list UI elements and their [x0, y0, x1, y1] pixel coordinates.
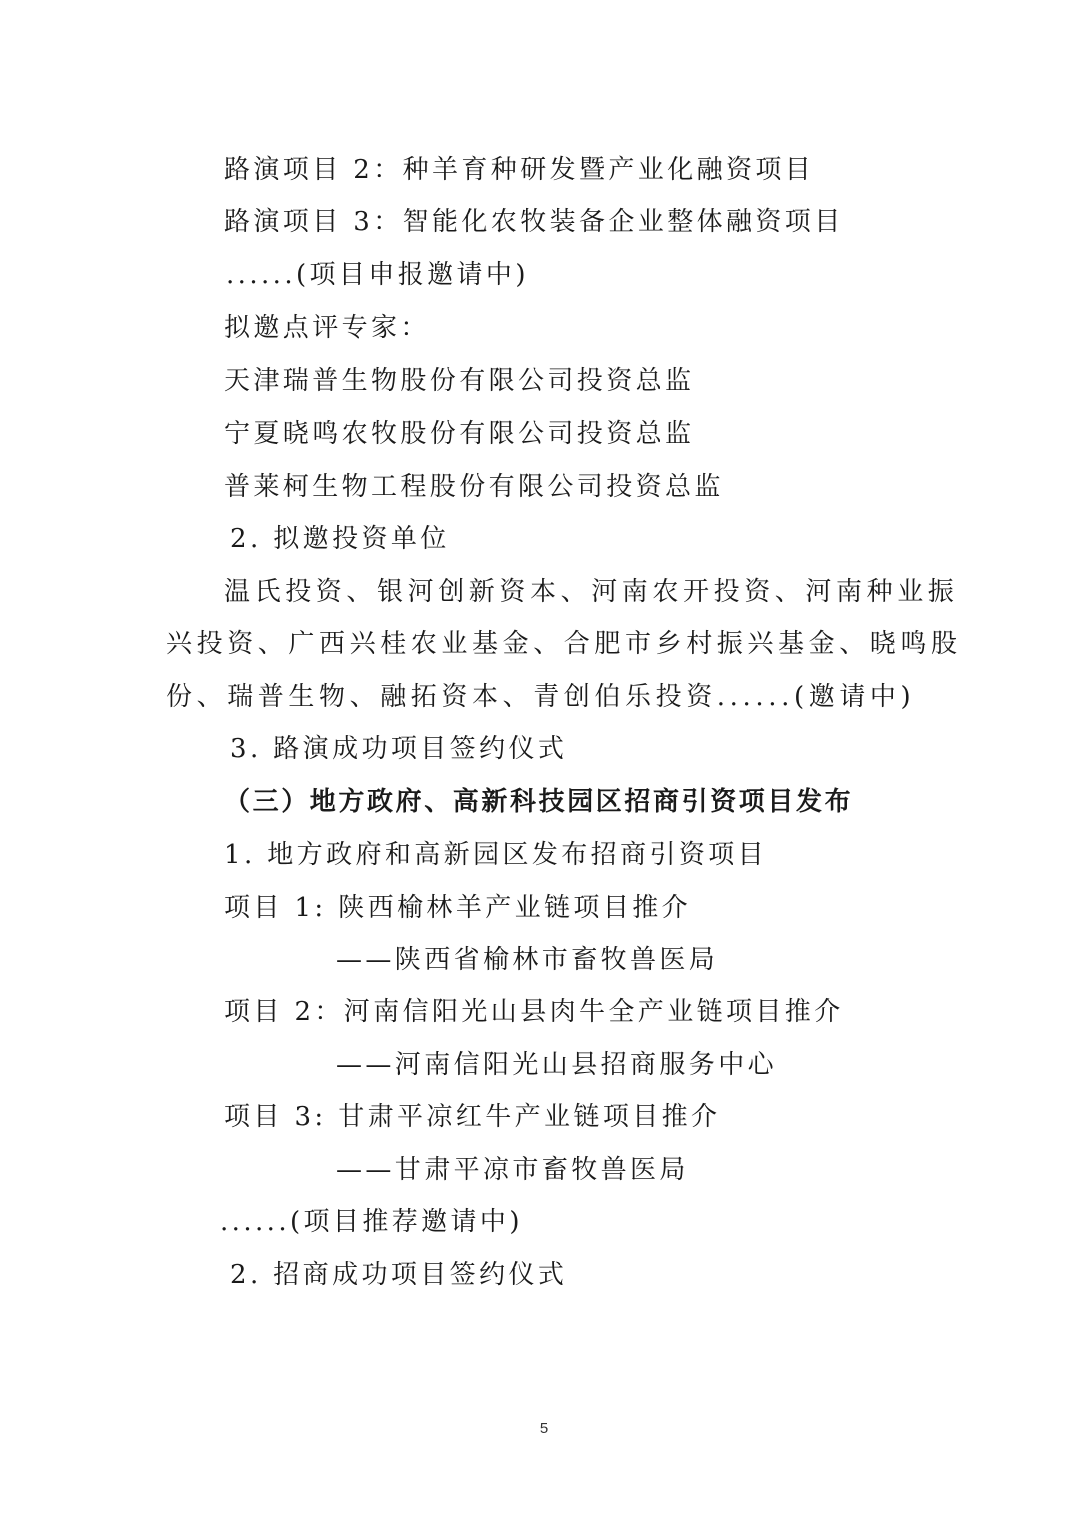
roadshow-signing: 3. 路演成功项目签约仪式: [230, 734, 568, 764]
expert-item: 天津瑞普生物股份有限公司投资总监: [224, 366, 695, 396]
investment-more: ......(项目推荐邀请中): [220, 1207, 523, 1237]
investment-project-2-org: ——河南信阳光山县招商服务中心: [336, 1050, 778, 1080]
investors-heading: 2. 拟邀投资单位: [230, 524, 450, 554]
investment-project-1-org: ——陕西省榆林市畜牧兽医局: [336, 945, 719, 975]
experts-heading: 拟邀点评专家：: [224, 313, 430, 343]
investment-project-3: 项目 3: 甘肃平凉红牛产业链项目推介: [224, 1102, 721, 1132]
investment-project-3-org: ——甘肃平凉市畜牧兽医局: [336, 1155, 689, 1185]
investment-project-2: 项目 2：河南信阳光山县肉牛全产业链项目推介: [224, 997, 844, 1027]
section-title: （三）地方政府、高新科技园区招商引资项目发布: [224, 787, 854, 817]
investors-line: 温氏投资、银河创新资本、河南农开投资、河南种业振: [224, 577, 959, 607]
expert-item: 宁夏晓鸣农牧股份有限公司投资总监: [224, 419, 695, 449]
investment-signing: 2. 招商成功项目签约仪式: [230, 1260, 568, 1290]
roadshow-project-3: 路演项目 3：智能化农牧装备企业整体融资项目: [224, 207, 844, 237]
investors-line: 兴投资、广西兴桂农业基金、合肥市乡村振兴基金、晓鸣股: [166, 629, 962, 659]
roadshow-project-2: 路演项目 2：种羊育种研发暨产业化融资项目: [224, 155, 815, 185]
section-subheading: 1. 地方政府和高新园区发布招商引资项目: [224, 840, 768, 870]
investment-project-1: 项目 1: 陕西榆林羊产业链项目推介: [224, 893, 692, 923]
page-number: 5: [539, 1420, 549, 1437]
investors-line: 份、瑞普生物、融拓资本、青创伯乐投资......(邀请中): [166, 682, 916, 712]
roadshow-more: ......(项目申报邀请中): [226, 260, 529, 290]
expert-item: 普莱柯生物工程股份有限公司投资总监: [224, 472, 724, 502]
